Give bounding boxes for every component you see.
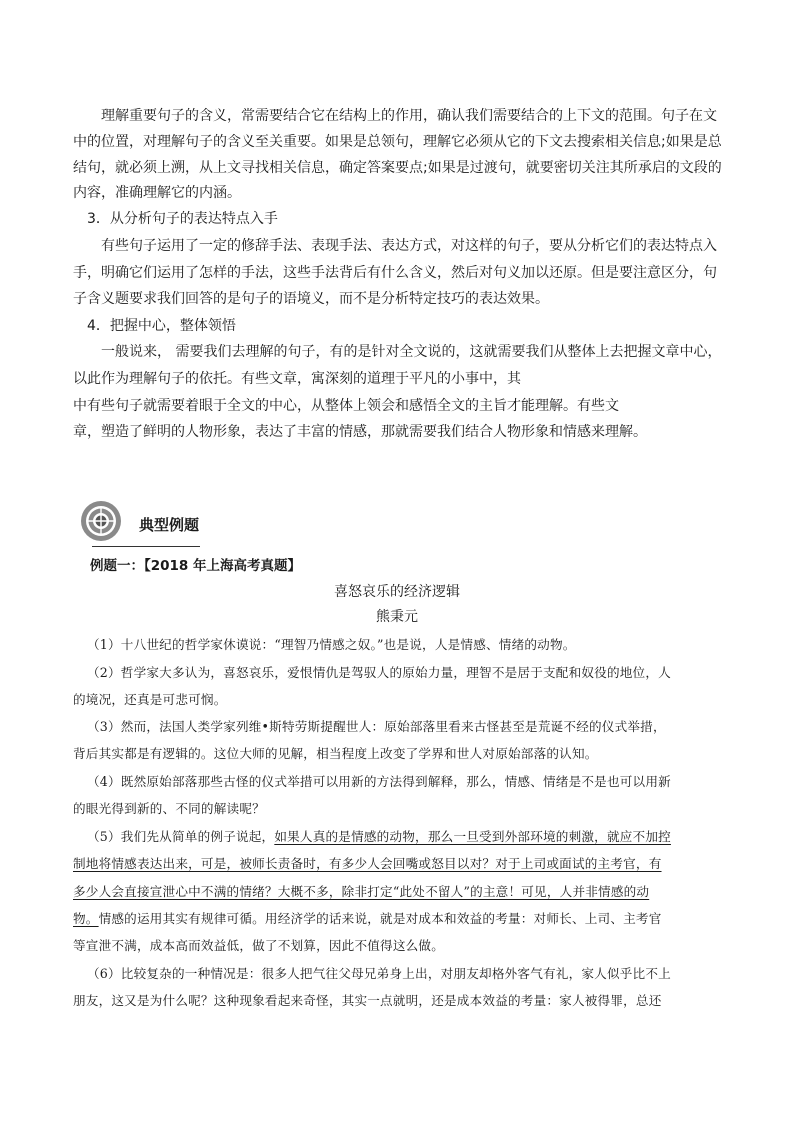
section-title: 典型例题 (139, 516, 200, 534)
example-p1-line-1: （1）十八世纪的哲学家休谟说：“理智乃情感之奴。”也是说，人是情感、情绪的动物。 (87, 637, 576, 652)
example-p3-line-1: （3）然而，法国人类学家列维•斯特劳斯提醒世人：原始部落里看来古怪甚至是荒诞不经的仪式举措， (87, 719, 666, 734)
example-p5-rest: 情感的运用其实有规律可循。用经济学的话来说，就是对成本和效益的考量：对师长、上司、主考官 (98, 911, 662, 926)
target-icon (80, 500, 122, 542)
example-p2-line-1: （2）哲学家大多认为，喜怒哀乐，爱恨情仇是驾驭人的原始力量，理智不是居于支配和奴役的地位，人 (87, 665, 671, 680)
example-p2-line-2: 的境况，还真是可悲可悯。 (73, 692, 227, 707)
example-p4-line-1: （4）既然原始部落那些古怪的仪式举措可以用新的方法得到解释，那么，情感、情绪是不是也可以用新 (87, 774, 671, 789)
point4-line-2: 以此作为理解句子的依托。有些文章，寓深刻的道理于平凡的小事中，其 (73, 371, 521, 387)
point3-heading: 3．从分析句子的表达特点入手 (87, 211, 278, 227)
intro-line-1: 理解重要句子的含义，常需要结合它在结构上的作用，确认我们需要结合的上下文的范围。句子在文 (101, 108, 717, 124)
point4-line-1: 一般说来， 需要我们去理解的句子，有的是针对全文说的，这就需要我们从整体上去把握文章中心， (101, 344, 722, 360)
example-p6-line-2: 朋友，这又是为什么呢？这种现象看起来奇怪，其实一点就明，还是成本效益的考量：家人被得罪，总还 (73, 993, 662, 1008)
point3-line-1: 有些句子运用了一定的修辞手法、表现手法、表达方式，对这样的句子，要从分析它们的表达特点入 (101, 238, 717, 254)
point3-line-3: 子含义题要求我们回答的是句子的语境义，而不是分析特定技巧的表达效果。 (73, 291, 549, 307)
section-divider (92, 546, 200, 547)
example-p5-underlined-3: 多少人会直接宣泄心中不满的情绪？大概不多，除非打定“此处不留人”的主意！可见，人并非情感的动 (73, 884, 650, 899)
example-p5-intro: （5）我们先从简单的例子说起， (87, 829, 275, 844)
intro-line-3: 结句，就必须上溯，从上文寻找相关信息，确定答案要点;如果是过渡句，就要密切关注其所承启的文段的 (73, 160, 722, 176)
point4-heading: 4．把握中心，整体领悟 (87, 318, 236, 334)
example-label: 例题一：【2018 年上海高考真题】 (90, 558, 302, 574)
article-author: 熊秉元 (376, 609, 418, 625)
example-p5-underlined-4: 物。 (73, 911, 99, 926)
example-p5-line-1 (87, 827, 671, 847)
intro-line-4: 内容，准确理解它的内涵。 (73, 185, 241, 201)
example-p5-underlined-1: 如果人真的是情感的动物，那么一旦受到外部环境的刺激，就应不加控 (274, 829, 671, 844)
example-p3-line-2: 背后其实都是有逻辑的。这位大师的见解，相当程度上改变了学界和世人对原始部落的认知。 (73, 746, 598, 761)
point3-line-2: 手，明确它们运用了怎样的手法，这些手法背后有什么含义，然后对句义加以还原。但是要注意区分，句 (73, 265, 717, 281)
example-p5-line-4 (73, 909, 662, 929)
example-p6-line-1: （6）比较复杂的一种情况是：很多人把气往父母兄弟身上出，对朋友却格外客气有礼，家人似乎比不上 (87, 966, 671, 981)
point4-line-4: 章，塑造了鲜明的人物形象，表达了丰富的情感，那就需要我们结合人物形象和情感来理解。 (73, 424, 647, 440)
example-p4-line-2: 的眼光得到新的、不同的解读呢？ (73, 801, 265, 816)
intro-line-2: 中的位置，对理解句子的含义至关重要。如果是总领句，理解它必须从它的下文去搜索相关信息;如果是总 (73, 134, 722, 150)
article-title: 喜怒哀乐的经济逻辑 (334, 584, 460, 600)
example-p5-underlined-2: 制地将情感表达出来，可是，被师长责备时，有多少人会回嘴或怒目以对？对于上司或面试的主考官，有 (73, 856, 662, 871)
example-p5-line-5: 等宣泄不满，成本高而效益低，做了不划算，因此不值得这么做。 (73, 938, 445, 953)
point4-line-3: 中有些句子就需要着眼于全文的中心，从整体上领会和感悟全文的主旨才能理解。有些文 (73, 398, 619, 414)
